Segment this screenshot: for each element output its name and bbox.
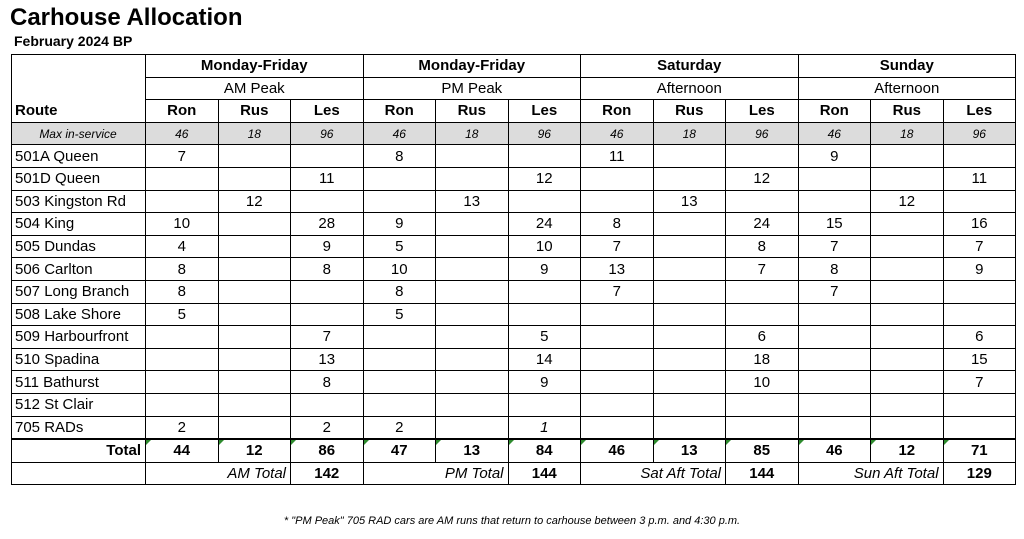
table-row xyxy=(12,303,1016,326)
allocation-cell: 12 xyxy=(871,190,944,213)
allocation-cell xyxy=(726,303,799,326)
allocation-cell xyxy=(218,303,291,326)
allocation-cell: 8 xyxy=(726,235,799,258)
total-value: 71 xyxy=(943,439,1016,462)
allocation-cell xyxy=(436,326,509,349)
allocation-cell xyxy=(653,326,726,349)
max-in-service-value: 46 xyxy=(146,122,219,145)
allocation-cell xyxy=(726,416,799,439)
allocation-cell xyxy=(726,190,799,213)
allocation-cell: 15 xyxy=(798,213,871,236)
max-in-service-value: 18 xyxy=(871,122,944,145)
total-value: 86 xyxy=(291,439,364,462)
allocation-cell xyxy=(943,190,1016,213)
group-total-value: 144 xyxy=(726,462,799,485)
allocation-cell: 12 xyxy=(508,167,581,190)
allocation-cell xyxy=(653,213,726,236)
route-name: 510 Spadina xyxy=(12,348,146,371)
allocation-cell xyxy=(653,167,726,190)
allocation-cell xyxy=(436,145,509,168)
allocation-cell: 9 xyxy=(508,371,581,394)
allocation-cell xyxy=(508,190,581,213)
carhouse-header: Les xyxy=(508,100,581,123)
allocation-cell xyxy=(218,326,291,349)
page-title: Carhouse Allocation xyxy=(10,4,243,31)
allocation-cell xyxy=(653,371,726,394)
group-day-header: Saturday xyxy=(581,55,799,78)
allocation-cell xyxy=(363,190,436,213)
group-total-label: AM Total xyxy=(146,462,291,485)
allocation-cell xyxy=(726,145,799,168)
allocation-cell xyxy=(146,348,219,371)
allocation-cell: 8 xyxy=(363,145,436,168)
allocation-cell: 16 xyxy=(943,213,1016,236)
allocation-cell xyxy=(218,145,291,168)
allocation-cell xyxy=(653,348,726,371)
allocation-cell xyxy=(218,213,291,236)
allocation-cell: 10 xyxy=(508,235,581,258)
allocation-cell: 7 xyxy=(581,280,654,303)
allocation-cell xyxy=(218,393,291,416)
allocation-cell: 8 xyxy=(363,280,436,303)
table-row xyxy=(12,416,1016,439)
allocation-cell xyxy=(218,416,291,439)
route-header: Route xyxy=(12,100,146,123)
total-label: Total xyxy=(12,439,146,462)
allocation-table xyxy=(11,54,1016,485)
route-name: 509 Harbourfront xyxy=(12,326,146,349)
allocation-cell: 2 xyxy=(363,416,436,439)
header-row-days xyxy=(12,55,1016,78)
allocation-cell: 11 xyxy=(291,167,364,190)
group-period-header: Afternoon xyxy=(581,77,799,100)
allocation-cell xyxy=(146,190,219,213)
allocation-cell: 7 xyxy=(798,235,871,258)
allocation-cell xyxy=(581,371,654,394)
allocation-cell xyxy=(436,213,509,236)
route-name: 501A Queen xyxy=(12,145,146,168)
table-row xyxy=(12,258,1016,281)
group-total-label: Sat Aft Total xyxy=(581,462,726,485)
carhouse-header: Rus xyxy=(653,100,726,123)
allocation-cell xyxy=(653,235,726,258)
group-period-header: PM Peak xyxy=(363,77,581,100)
allocation-cell xyxy=(363,393,436,416)
allocation-cell xyxy=(871,213,944,236)
allocation-cell xyxy=(363,326,436,349)
allocation-cell xyxy=(871,167,944,190)
allocation-cell: 5 xyxy=(363,303,436,326)
allocation-cell xyxy=(871,280,944,303)
max-in-service-row xyxy=(12,122,1016,145)
allocation-cell: 13 xyxy=(291,348,364,371)
allocation-cell xyxy=(581,416,654,439)
allocation-cell xyxy=(146,393,219,416)
allocation-cell: 2 xyxy=(291,416,364,439)
allocation-cell: 8 xyxy=(291,258,364,281)
route-header-spacer xyxy=(12,77,146,100)
allocation-cell xyxy=(581,393,654,416)
allocation-cell xyxy=(798,326,871,349)
group-total-value: 142 xyxy=(291,462,364,485)
route-name: 705 RADs xyxy=(12,416,146,439)
allocation-cell xyxy=(436,416,509,439)
allocation-cell xyxy=(871,303,944,326)
table-row xyxy=(12,280,1016,303)
allocation-cell xyxy=(871,258,944,281)
route-name: 501D Queen xyxy=(12,167,146,190)
allocation-cell xyxy=(291,303,364,326)
group-total-spacer xyxy=(12,462,146,485)
group-total-label: PM Total xyxy=(363,462,508,485)
allocation-cell xyxy=(943,303,1016,326)
total-value: 13 xyxy=(653,439,726,462)
max-in-service-value: 18 xyxy=(653,122,726,145)
allocation-cell xyxy=(871,416,944,439)
group-total-label: Sun Aft Total xyxy=(798,462,943,485)
allocation-cell: 7 xyxy=(146,145,219,168)
allocation-cell: 18 xyxy=(726,348,799,371)
total-value: 12 xyxy=(871,439,944,462)
allocation-cell xyxy=(943,145,1016,168)
table-row xyxy=(12,145,1016,168)
allocation-cell: 5 xyxy=(508,326,581,349)
carhouse-header: Les xyxy=(291,100,364,123)
allocation-cell: 7 xyxy=(943,235,1016,258)
allocation-cell: 9 xyxy=(943,258,1016,281)
max-in-service-value: 46 xyxy=(581,122,654,145)
allocation-cell xyxy=(436,371,509,394)
allocation-cell xyxy=(436,280,509,303)
allocation-cell xyxy=(218,235,291,258)
group-total-value: 129 xyxy=(943,462,1016,485)
allocation-cell: 1 xyxy=(508,416,581,439)
allocation-cell: 13 xyxy=(653,190,726,213)
table-row xyxy=(12,348,1016,371)
allocation-cell: 15 xyxy=(943,348,1016,371)
allocation-cell: 7 xyxy=(943,371,1016,394)
allocation-cell xyxy=(798,393,871,416)
allocation-cell xyxy=(581,348,654,371)
header-row-carhouses xyxy=(12,100,1016,123)
allocation-cell: 7 xyxy=(581,235,654,258)
allocation-cell xyxy=(581,303,654,326)
allocation-cell xyxy=(653,258,726,281)
allocation-cell xyxy=(798,190,871,213)
allocation-cell: 9 xyxy=(363,213,436,236)
route-name: 505 Dundas xyxy=(12,235,146,258)
allocation-cell xyxy=(581,326,654,349)
allocation-cell: 10 xyxy=(146,213,219,236)
allocation-cell: 7 xyxy=(291,326,364,349)
allocation-cell xyxy=(871,348,944,371)
allocation-cell xyxy=(798,167,871,190)
carhouse-header: Ron xyxy=(146,100,219,123)
max-in-service-value: 96 xyxy=(291,122,364,145)
allocation-cell xyxy=(726,393,799,416)
route-name: 512 St Clair xyxy=(12,393,146,416)
allocation-cell: 11 xyxy=(581,145,654,168)
table-row xyxy=(12,235,1016,258)
max-in-service-label: Max in-service xyxy=(12,122,146,145)
carhouse-header: Rus xyxy=(436,100,509,123)
allocation-cell: 6 xyxy=(943,326,1016,349)
allocation-cell: 8 xyxy=(146,258,219,281)
table-row xyxy=(12,213,1016,236)
total-value: 13 xyxy=(436,439,509,462)
carhouse-header: Rus xyxy=(218,100,291,123)
allocation-cell xyxy=(508,393,581,416)
allocation-cell: 8 xyxy=(146,280,219,303)
allocation-cell xyxy=(943,393,1016,416)
max-in-service-value: 18 xyxy=(218,122,291,145)
carhouse-header: Ron xyxy=(798,100,871,123)
allocation-cell xyxy=(726,280,799,303)
allocation-cell xyxy=(291,145,364,168)
allocation-cell: 2 xyxy=(146,416,219,439)
allocation-cell: 24 xyxy=(726,213,799,236)
route-name: 511 Bathurst xyxy=(12,371,146,394)
total-value: 12 xyxy=(218,439,291,462)
allocation-cell xyxy=(146,326,219,349)
allocation-cell: 14 xyxy=(508,348,581,371)
allocation-cell xyxy=(871,326,944,349)
allocation-cell xyxy=(363,348,436,371)
allocation-cell: 13 xyxy=(436,190,509,213)
allocation-cell xyxy=(291,190,364,213)
allocation-cell xyxy=(508,145,581,168)
allocation-cell xyxy=(798,371,871,394)
allocation-cell xyxy=(218,167,291,190)
allocation-cell xyxy=(871,235,944,258)
allocation-cell xyxy=(363,167,436,190)
total-value: 44 xyxy=(146,439,219,462)
allocation-cell: 5 xyxy=(146,303,219,326)
group-day-header: Monday-Friday xyxy=(363,55,581,78)
allocation-cell xyxy=(871,393,944,416)
allocation-cell: 8 xyxy=(581,213,654,236)
allocation-cell xyxy=(871,145,944,168)
allocation-cell xyxy=(943,280,1016,303)
allocation-cell: 13 xyxy=(581,258,654,281)
allocation-cell xyxy=(943,416,1016,439)
allocation-cell xyxy=(508,303,581,326)
allocation-cell xyxy=(581,167,654,190)
allocation-cell xyxy=(653,303,726,326)
allocation-cell: 9 xyxy=(508,258,581,281)
allocation-cell: 12 xyxy=(726,167,799,190)
group-total-value: 144 xyxy=(508,462,581,485)
allocation-cell xyxy=(291,280,364,303)
allocation-cell xyxy=(146,371,219,394)
table-row xyxy=(12,326,1016,349)
allocation-cell xyxy=(436,235,509,258)
max-in-service-value: 46 xyxy=(363,122,436,145)
allocation-cell xyxy=(653,393,726,416)
table-row xyxy=(12,167,1016,190)
group-period-header: Afternoon xyxy=(798,77,1016,100)
allocation-cell xyxy=(581,190,654,213)
table-row xyxy=(12,393,1016,416)
max-in-service-value: 18 xyxy=(436,122,509,145)
allocation-cell: 11 xyxy=(943,167,1016,190)
route-name: 506 Carlton xyxy=(12,258,146,281)
allocation-cell: 9 xyxy=(291,235,364,258)
allocation-cell: 10 xyxy=(726,371,799,394)
table-row xyxy=(12,371,1016,394)
allocation-cell xyxy=(436,258,509,281)
allocation-cell xyxy=(798,303,871,326)
total-row xyxy=(12,439,1016,462)
total-value: 47 xyxy=(363,439,436,462)
total-value: 46 xyxy=(798,439,871,462)
route-name: 503 Kingston Rd xyxy=(12,190,146,213)
allocation-cell xyxy=(436,348,509,371)
allocation-cell xyxy=(508,280,581,303)
total-value: 85 xyxy=(726,439,799,462)
footnote: * "PM Peak" 705 RAD cars are AM runs that return to carhouse between 3 p.m. and 4:30 p.m. xyxy=(283,515,741,527)
route-name: 507 Long Branch xyxy=(12,280,146,303)
allocation-cell: 4 xyxy=(146,235,219,258)
group-day-header: Monday-Friday xyxy=(146,55,364,78)
allocation-cell xyxy=(871,371,944,394)
allocation-cell: 8 xyxy=(798,258,871,281)
allocation-cell xyxy=(436,393,509,416)
carhouse-header: Rus xyxy=(871,100,944,123)
allocation-cell: 24 xyxy=(508,213,581,236)
allocation-cell: 28 xyxy=(291,213,364,236)
route-header-spacer xyxy=(12,55,146,78)
max-in-service-value: 96 xyxy=(726,122,799,145)
allocation-cell xyxy=(218,348,291,371)
group-total-row xyxy=(12,462,1016,485)
allocation-cell xyxy=(653,416,726,439)
route-name: 508 Lake Shore xyxy=(12,303,146,326)
route-name: 504 King xyxy=(12,213,146,236)
allocation-cell xyxy=(363,371,436,394)
allocation-cell xyxy=(291,393,364,416)
allocation-cell: 8 xyxy=(291,371,364,394)
allocation-cell: 5 xyxy=(363,235,436,258)
allocation-cell: 6 xyxy=(726,326,799,349)
allocation-cell: 9 xyxy=(798,145,871,168)
max-in-service-value: 46 xyxy=(798,122,871,145)
header-row-periods xyxy=(12,77,1016,100)
total-value: 46 xyxy=(581,439,654,462)
allocation-cell: 10 xyxy=(363,258,436,281)
allocation-cell xyxy=(653,280,726,303)
group-period-header: AM Peak xyxy=(146,77,364,100)
allocation-cell xyxy=(798,416,871,439)
allocation-cell xyxy=(436,167,509,190)
allocation-cell xyxy=(798,348,871,371)
page-subtitle: February 2024 BP xyxy=(14,33,133,49)
max-in-service-value: 96 xyxy=(508,122,581,145)
allocation-cell: 12 xyxy=(218,190,291,213)
allocation-cell xyxy=(218,371,291,394)
allocation-cell xyxy=(146,167,219,190)
allocation-cell xyxy=(436,303,509,326)
carhouse-header: Ron xyxy=(581,100,654,123)
allocation-cell: 7 xyxy=(726,258,799,281)
total-value: 84 xyxy=(508,439,581,462)
allocation-cell xyxy=(218,280,291,303)
max-in-service-value: 96 xyxy=(943,122,1016,145)
carhouse-header: Les xyxy=(726,100,799,123)
group-day-header: Sunday xyxy=(798,55,1016,78)
carhouse-header: Les xyxy=(943,100,1016,123)
allocation-cell xyxy=(218,258,291,281)
carhouse-header: Ron xyxy=(363,100,436,123)
allocation-cell: 7 xyxy=(798,280,871,303)
allocation-cell xyxy=(653,145,726,168)
table-row xyxy=(12,190,1016,213)
